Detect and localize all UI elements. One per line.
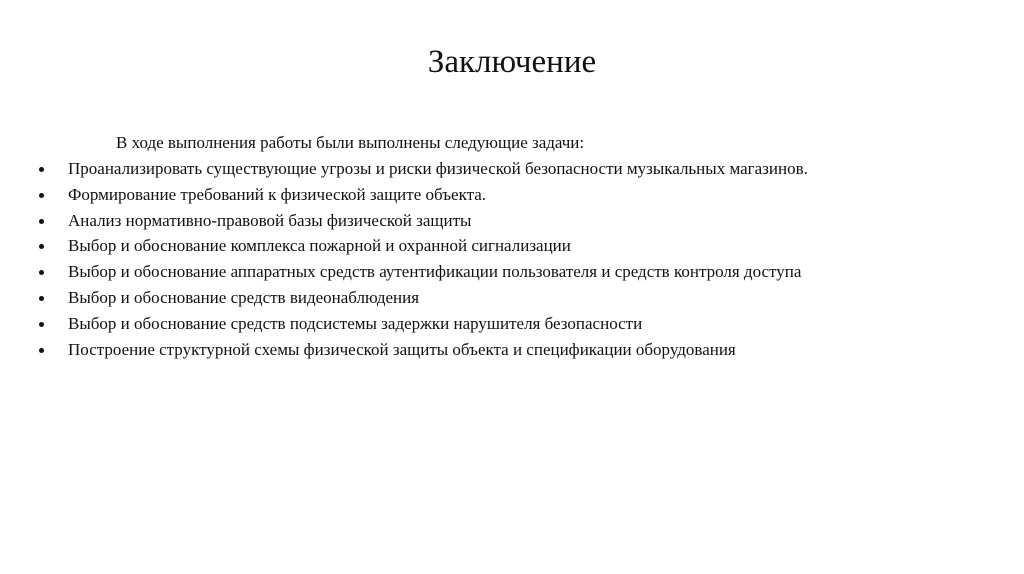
bullet-icon [39,270,44,275]
intro-text: В ходе выполнения работы были выполнены следующие задачи: [116,133,585,152]
bullet-icon [39,348,44,353]
list-item-text: Анализ нормативно-правовой базы физической защиты [68,210,472,230]
list-item-text: Построение структурной схемы физической защиты объекта и спецификации оборудования [68,339,736,359]
list-item-text: Выбор и обоснование комплекса пожарной и охранной сигнализации [68,236,571,256]
list-item-text: Выбор и обоснование средств подсистемы задержки нарушителя безопасности [68,313,643,333]
bullet-icon [39,193,44,198]
list-item-text: Проанализировать существующие угрозы и риски физической безопасности музыкальных магазинов. [68,159,808,178]
list-item-text: Выбор и обоснование средств видеонаблюдения [68,287,420,307]
list-item-text: Формирование требований к физической защите объекта. [68,184,487,204]
bullet-icon [39,219,44,224]
bullet-icon [39,322,44,327]
bullet-icon [39,244,44,249]
list-item-text: Выбор и обоснование аппаратных средств аутентификации пользователя и средств контроля доступа [68,262,802,282]
bullet-icon [39,296,44,301]
bullet-icon [39,167,44,172]
slide-title: Заключение [427,44,597,80]
